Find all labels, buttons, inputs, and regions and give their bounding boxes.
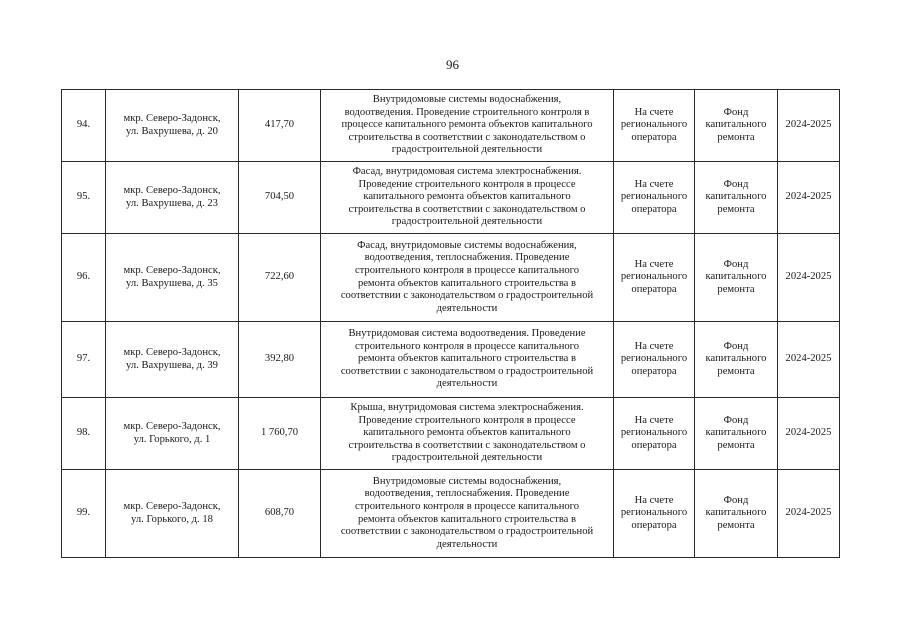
period-cell: 2024-2025 [778, 162, 840, 234]
address-cell [106, 322, 239, 398]
repair-plan-table [61, 89, 840, 558]
works-description-cell [321, 90, 614, 162]
account-cell-line: На счете [634, 258, 674, 270]
works-description-cell-line: градостроительной деятельности [391, 216, 543, 228]
address-cell-line: мкр. Северо-Задонск, [123, 184, 221, 196]
area-cell: 608,70 [239, 470, 321, 558]
table-row [62, 470, 840, 558]
account-cell-line: На счете [634, 494, 674, 506]
account-cell [614, 398, 695, 470]
funding-source-cell-line: капитального [705, 119, 767, 131]
row-number: 97. [62, 322, 106, 398]
account-cell-line: регионального [620, 427, 688, 439]
account-cell-line: оператора [631, 365, 677, 377]
funding-source-cell [695, 90, 778, 162]
works-description-cell-line: Фасад, внутридомовые системы водоснабжения, [357, 239, 577, 251]
works-description-cell-line: строительного контроля в процессе капитального [354, 264, 580, 276]
period-cell: 2024-2025 [778, 90, 840, 162]
works-description-cell [321, 322, 614, 398]
works-description-cell-line: Проведение строительного контроля в процессе [358, 178, 576, 190]
account-cell-line: На счете [634, 414, 674, 426]
works-description-cell-line: ремонта объектов капитального строительства в [357, 513, 577, 525]
area-cell: 1 760,70 [239, 398, 321, 470]
account-cell-line: регионального [620, 507, 688, 519]
address-cell-line: ул. Горького, д. 1 [133, 433, 211, 445]
works-description-cell-line: соответствии с законодательством о градостроительной [340, 526, 594, 538]
account-cell-line: оператора [631, 439, 677, 451]
funding-source-cell-line: капитального [705, 507, 767, 519]
works-description-cell-line: строительства в соответствии с законодательством о [348, 439, 586, 451]
works-description-cell-line: ремонта объектов капитального строительства в [357, 277, 577, 289]
row-number: 98. [62, 398, 106, 470]
funding-source-cell-line: ремонта [717, 283, 755, 295]
period-cell: 2024-2025 [778, 398, 840, 470]
works-description-cell [321, 234, 614, 322]
funding-source-cell [695, 398, 778, 470]
works-description-cell-line: градостроительной деятельности [391, 452, 543, 464]
account-cell-line: регионального [620, 191, 688, 203]
account-cell-line: оператора [631, 519, 677, 531]
funding-source-cell-line: ремонта [717, 519, 755, 531]
works-description-cell-line: водоотведения. Проведение строительного контроля в [344, 106, 590, 118]
row-number: 99. [62, 470, 106, 558]
funding-source-cell-line: ремонта [717, 131, 755, 143]
works-description-cell-line: Крыша, внутридомовая система электроснабжения. [350, 402, 584, 414]
address-cell-line: ул. Горького, д. 18 [131, 513, 213, 525]
account-cell-line: На счете [634, 178, 674, 190]
funding-source-cell [695, 162, 778, 234]
address-cell-line: мкр. Северо-Задонск, [123, 264, 221, 276]
address-cell-line: ул. Вахрушева, д. 20 [126, 125, 218, 137]
funding-source-cell-line: Фонд [723, 178, 749, 190]
works-description-cell-line: водоотведения, теплоснабжения. Проведение [364, 252, 570, 264]
row-number: 95. [62, 162, 106, 234]
account-cell-line: оператора [631, 203, 677, 215]
address-cell [106, 470, 239, 558]
table-row [62, 234, 840, 322]
funding-source-cell-line: ремонта [717, 203, 755, 215]
account-cell-line: регионального [620, 119, 688, 131]
works-description-cell-line: капитального ремонта объектов капитального [363, 427, 571, 439]
works-description-cell-line: деятельности [436, 302, 498, 314]
works-description-cell-line: строительного контроля в процессе капитального [354, 340, 580, 352]
funding-source-cell-line: Фонд [723, 494, 749, 506]
works-description-cell-line: строительного контроля в процессе капитального [354, 500, 580, 512]
funding-source-cell-line: капитального [705, 427, 767, 439]
period-cell: 2024-2025 [778, 470, 840, 558]
works-description-cell-line: соответствии с законодательством о градостроительной [340, 290, 594, 302]
area-cell: 392,80 [239, 322, 321, 398]
funding-source-cell-line: капитального [705, 191, 767, 203]
row-number: 96. [62, 234, 106, 322]
account-cell [614, 470, 695, 558]
address-cell-line: ул. Вахрушева, д. 39 [126, 359, 218, 371]
area-cell: 704,50 [239, 162, 321, 234]
works-description-cell-line: градостроительной деятельности [391, 144, 543, 156]
address-cell-line: мкр. Северо-Задонск, [123, 112, 221, 124]
table-row [62, 322, 840, 398]
works-description-cell-line: Проведение строительного контроля в процессе [358, 414, 576, 426]
funding-source-cell-line: ремонта [717, 439, 755, 451]
address-cell [106, 234, 239, 322]
works-description-cell-line: Внутридомовые системы водоснабжения, [372, 94, 562, 106]
area-cell: 417,70 [239, 90, 321, 162]
works-description-cell-line: Внутридомовая система водоотведения. Проведение [348, 328, 586, 340]
account-cell-line: регионального [620, 271, 688, 283]
address-cell [106, 398, 239, 470]
table-row [62, 162, 840, 234]
works-description-cell [321, 162, 614, 234]
account-cell [614, 234, 695, 322]
works-description-cell-line: ремонта объектов капитального строительства в [357, 353, 577, 365]
funding-source-cell-line: Фонд [723, 258, 749, 270]
works-description-cell-line: Внутридомовые системы водоснабжения, [372, 475, 562, 487]
works-description-cell-line: деятельности [436, 538, 498, 550]
funding-source-cell-line: ремонта [717, 365, 755, 377]
address-cell-line: мкр. Северо-Задонск, [123, 500, 221, 512]
funding-source-cell-line: Фонд [723, 340, 749, 352]
works-description-cell-line: строительства в соответствии с законодательством о [348, 203, 586, 215]
funding-source-cell [695, 234, 778, 322]
works-description-cell [321, 470, 614, 558]
period-cell: 2024-2025 [778, 234, 840, 322]
funding-source-cell-line: капитального [705, 271, 767, 283]
works-description-cell-line: строительства в соответствии с законодательством о [348, 131, 586, 143]
address-cell-line: ул. Вахрушева, д. 35 [126, 277, 218, 289]
row-number: 94. [62, 90, 106, 162]
funding-source-cell-line: Фонд [723, 106, 749, 118]
account-cell-line: На счете [634, 340, 674, 352]
address-cell [106, 162, 239, 234]
account-cell-line: На счете [634, 106, 674, 118]
funding-source-cell [695, 322, 778, 398]
funding-source-cell-line: Фонд [723, 414, 749, 426]
works-description-cell-line: Фасад, внутридомовая система электроснабжения. [352, 166, 582, 178]
works-description-cell [321, 398, 614, 470]
address-cell-line: ул. Вахрушева, д. 23 [126, 197, 218, 209]
works-description-cell-line: соответствии с законодательством о градостроительной [340, 365, 594, 377]
account-cell [614, 322, 695, 398]
address-cell [106, 90, 239, 162]
account-cell-line: оператора [631, 131, 677, 143]
funding-source-cell [695, 470, 778, 558]
period-cell: 2024-2025 [778, 322, 840, 398]
account-cell [614, 90, 695, 162]
works-description-cell-line: процессе капитального ремонта объектов капитального [341, 119, 593, 131]
works-description-cell-line: деятельности [436, 378, 498, 390]
address-cell-line: мкр. Северо-Задонск, [123, 346, 221, 358]
account-cell-line: регионального [620, 353, 688, 365]
table-row [62, 398, 840, 470]
area-cell: 722,60 [239, 234, 321, 322]
funding-source-cell-line: капитального [705, 353, 767, 365]
address-cell-line: мкр. Северо-Задонск, [123, 420, 221, 432]
account-cell [614, 162, 695, 234]
works-description-cell-line: водоотведения, теплоснабжения. Проведение [364, 488, 570, 500]
account-cell-line: оператора [631, 283, 677, 295]
works-description-cell-line: капитального ремонта объектов капитального [363, 191, 571, 203]
table-row [62, 90, 840, 162]
page-number: 96 [446, 57, 459, 72]
